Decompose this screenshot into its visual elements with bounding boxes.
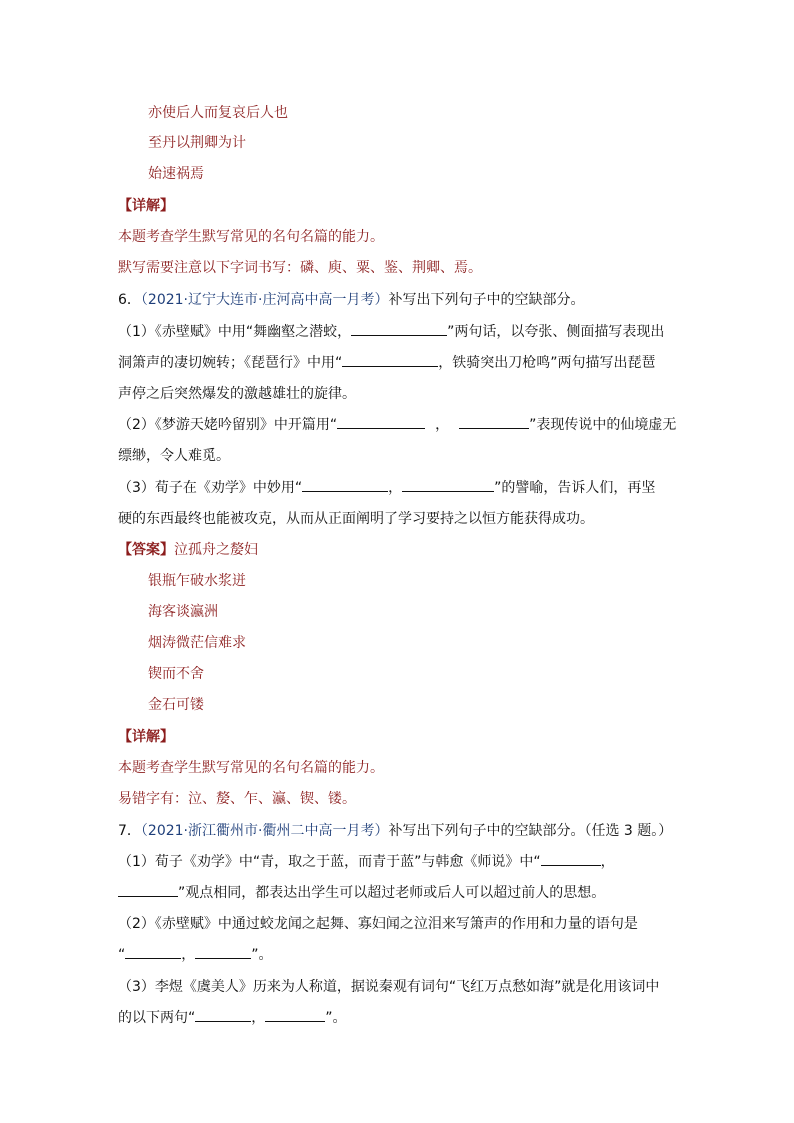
answer-line: 泣孤舟之嫠妇 [174,542,258,558]
answer-line: 银瓶乍破水浆迸 [148,573,246,589]
question-6-line [118,322,664,342]
answer-blank [541,852,601,866]
question-7-line: （2）《赤壁赋》中通过蛟龙闻之起舞、寡妇闻之泣泪来写箫声的作用和力量的语句是 [118,916,638,932]
answer-blank [459,415,529,429]
question-6-line [118,478,655,498]
answer-line: 金石可镂 [148,697,204,713]
question-text: ，铁骑突出刀枪鸣”两句描写出琵琶 [438,355,656,371]
question-text: ， [435,417,450,433]
answer-blank [125,945,181,959]
question-text: ”。 [325,1010,347,1026]
question-text: ”。 [251,947,273,963]
question-text: ”观点相同，都表达出学生可以超过老师或后人可以超过前人的思想。 [178,885,606,901]
answer-blank [265,1008,325,1022]
question-6-header [118,290,584,310]
answer-line: 亦使后人而复哀后人也 [148,105,288,121]
answer-line: 至丹以荆卿为计 [148,135,246,151]
question-7-line [118,1008,347,1028]
question-text: （1）《赤壁赋》中用“舞幽壑之潜蛟， [118,324,352,340]
question-7-line: （3）李煜《虞美人》历来为人称道，据说秦观有词句“飞红万点愁如海”就是化用该词中 [118,979,660,995]
answer-blank [402,478,494,492]
question-text: ， [388,480,403,496]
answer-blank [118,883,178,897]
detail-tag: 【详解】 [118,729,174,745]
question-text: ”的譬喻，告诉人们，再坚 [494,480,656,496]
question-6-line [118,415,676,435]
answer-blank [342,353,438,367]
question-source: （2021·浙江衢州市·衢州二中高一月考） [140,823,389,839]
question-text: ， [251,1010,266,1026]
question-6-line: 声停之后突然爆发的激越雄壮的旋律。 [118,386,356,402]
answer-blank [195,1008,251,1022]
question-6-line: 硬的东西最终也能被攻克，从而从正面阐明了学习要持之以恒方能获得成功。 [118,511,594,527]
answer-line: 海客谈瀛洲 [148,604,218,620]
detail-note: 默写需要注意以下字词书写：磷、庾、粟、鉴、荆卿、焉。 [118,260,482,276]
detail-tag: 【详解】 [118,198,174,214]
question-text: （1）荀子《劝学》中“青，取之于蓝，而青于蓝”与韩愈《师说》中“ [118,854,541,870]
question-text: ”表现传说中的仙境虚无 [529,417,677,433]
question-prompt: 补写出下列句子中的空缺部分。（任选 3 题。） [388,823,673,839]
answer-tag: 【答案】 [118,542,174,558]
question-number: 7． [118,823,141,839]
answer-line: 始速祸焉 [148,166,204,182]
detail-text: 本题考查学生默写常见的名句名篇的能力。 [118,760,384,776]
question-prompt: 补写出下列句子中的空缺部分。 [388,292,585,308]
question-7-line [118,945,273,965]
question-text: （2）《梦游天姥吟留别》中开篇用“ [118,417,338,433]
answer-header [118,540,258,560]
answer-line: 烟涛微茫信难求 [148,635,246,651]
question-7-line [118,883,605,903]
question-number: 6． [118,292,141,308]
question-6-line: 缥缈，令人难觅。 [118,448,230,464]
question-text: “ [118,947,126,963]
question-source: （2021·辽宁大连市·庄河高中高一月考） [140,292,389,308]
question-text: ， [600,854,615,870]
answer-blank [337,415,425,429]
answer-blank [195,945,251,959]
detail-text: 本题考查学生默写常见的名句名篇的能力。 [118,229,384,245]
question-text: ， [181,947,196,963]
question-text: （3）荀子在《劝学》中妙用“ [118,480,303,496]
detail-note: 易错字有：泣、嫠、乍、瀛、锲、镂。 [118,791,356,807]
answer-line: 锲而不舍 [148,666,204,682]
question-7-line [118,852,615,872]
answer-blank [302,478,388,492]
question-text: 洞箫声的凄切婉转；《琵琶行》中用“ [118,355,343,371]
question-6-line [118,353,656,373]
answer-blank [351,322,447,336]
question-text: 的以下两句“ [118,1010,196,1026]
question-text: ”两句话，以夸张、侧面描写表现出 [447,324,665,340]
question-7-header [118,821,672,841]
